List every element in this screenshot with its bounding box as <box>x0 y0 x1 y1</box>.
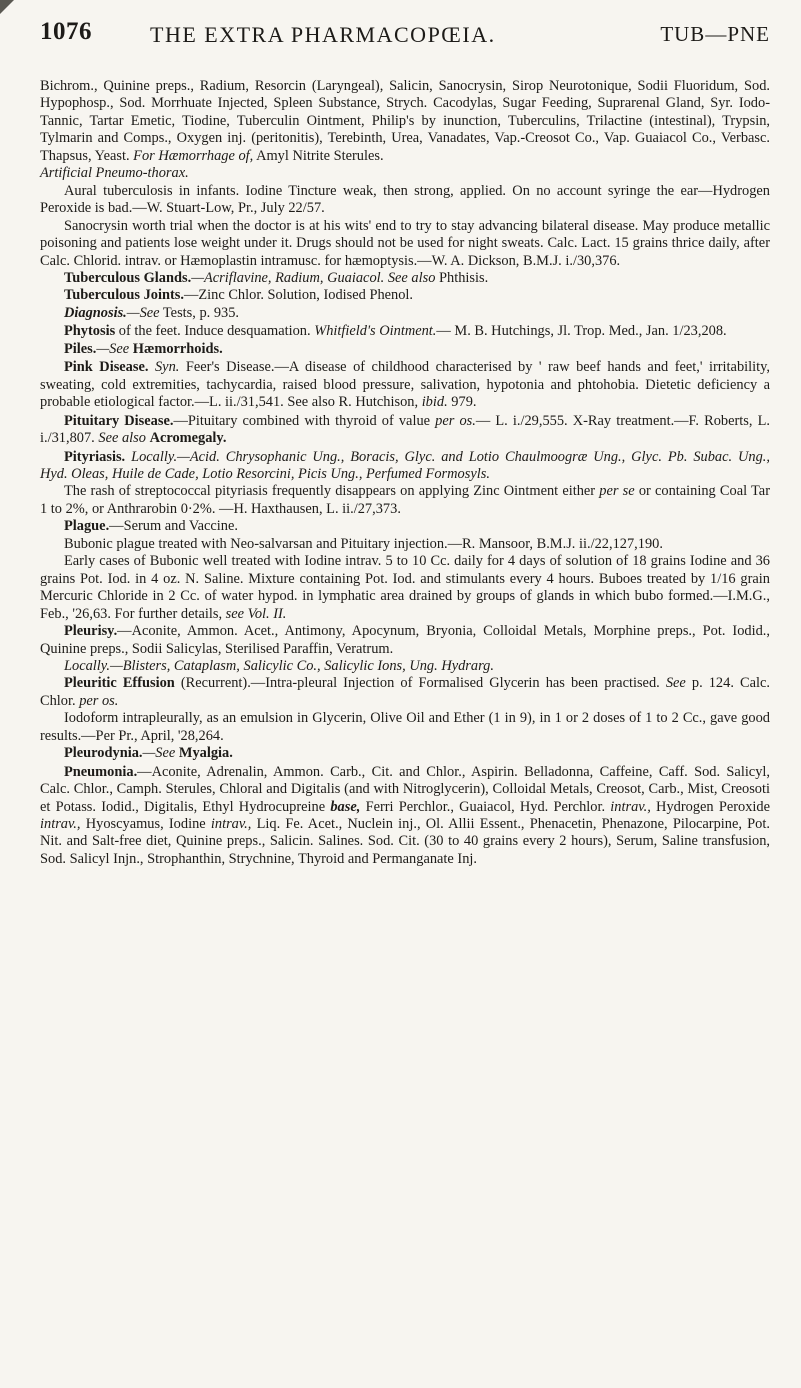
pink-text: Feer's Disease.—A disease of childhood characterised by ' raw beef hands and feet,' irritability, sweating, cold extremities, tachycardia, raised blood pressure, salivation, hypotonia and phtohobia. Dietetic deficiency a probable etiological factor.—L. ii./31,541. See also R. Hutchison, <box>40 359 770 411</box>
page-body <box>40 78 770 868</box>
page-header <box>40 18 770 62</box>
heading-tuberculous-joints: Tuberculous Joints. <box>64 287 184 304</box>
piles-ref: Hæmorrhoids. <box>132 340 223 357</box>
subheading-pneumothorax: Artificial Pneumo-thorax. <box>40 165 189 182</box>
entry-phytosis <box>40 323 770 340</box>
pituitary-see-also: See also <box>98 430 146 447</box>
pink-syn: Syn. <box>154 359 180 376</box>
for-label: For <box>133 147 155 164</box>
pink-ibid: ibid. <box>421 394 448 411</box>
entry-pityriasis <box>40 449 770 484</box>
page-number: 1076 <box>40 18 92 45</box>
pleuritic-see: See <box>665 675 686 692</box>
paragraph-rash <box>40 483 770 518</box>
pneumonia-e: Liq. Fe. Acet., Nuclein inj., Ol. Allii Essent., Phenacetin, Phenazone, Pilocarpine, Pot. Nit. and Salt-free diet, Quinine preps., Salicin. Salines. Sod. Cit. (30 to 40 grains every 2 hours), Serum, Saline transfusion, Sod. Salicyl Injn., Strophanthin, Strychnine, Thyroid and Permanganate Inj. <box>40 816 770 867</box>
entry-diagnosis <box>40 305 770 322</box>
plague-text: —Serum and Vaccine. <box>109 518 238 535</box>
paragraph-aural: Aural tuberculosis in infants. Iodine Tincture weak, then strong, applied. On no account syringe the ear—Hydrogen Peroxide is bad.—W. Stuart-Low, Pr., July 22/57. <box>40 182 770 217</box>
paragraph-bubonic: Bubonic plague treated with Neo-salvarsan and Pituitary injection.—R. Mansoor, B.M.J. ii./22,127,190. <box>64 535 663 552</box>
heading-pleurisy: Pleurisy. <box>64 623 118 640</box>
amyl-nitrite: Amyl Nitrite Sterules. <box>256 147 384 164</box>
entry-tuberculous-joints <box>40 287 770 304</box>
pneumonia-d: Hyoscyamus, Iodine <box>85 816 206 833</box>
entry-tuberculous-glands <box>40 270 770 287</box>
heading-pituitary: Pituitary Disease. <box>64 412 174 429</box>
early-text: Early cases of Bubonic well treated with Iodine intrav. 5 to 10 Cc. daily for 4 days of solution of 18 grains Iodine and 36 grains Pot. Iod. in 4 oz. N. Saline. Mixture containing Pot. Iod. and stimulants every 4 hours. Buboes treated by 1/16 grain Mercuric Chloride in 2 Cc. of water hypod. in lymphatic area drained by groups of glands in which bubo formed.—I.M.G., Feb., '26,63. For further details, <box>40 553 770 622</box>
pleurisy-text: —Aconite, Ammon. Acet., Antimony, Apocynum, Bryonia, Colloidal Metals, Morphine preps., Pot. Iodid., Quinine preps., Sodii Salicylas, Sterilised Paraffin, Veratrum. <box>40 623 770 657</box>
pleurodynia-see: —See <box>142 745 176 762</box>
entry-pleuritic-effusion <box>40 675 770 710</box>
paragraph-early-cases <box>40 553 770 623</box>
pituitary-per-os: per os. <box>435 412 476 429</box>
haemorrhage-ref: Hæmorrhage of, <box>158 147 254 164</box>
heading-phytosis: Phytosis <box>64 323 116 340</box>
glands-see-also: See also <box>387 269 436 286</box>
guide-words: TUB—PNE <box>660 22 770 46</box>
heading-pleurodynia: Pleurodynia. <box>64 745 143 762</box>
pneumonia-c: Hydrogen Peroxide <box>656 798 770 815</box>
pleuritic-text: (Recurrent).—Intra-pleural Injection of Formalised Glycerin has been practised. <box>180 675 660 692</box>
entry-pink-disease <box>40 359 770 411</box>
page-corner-mark <box>0 0 14 14</box>
pituitary-rest: — L. i./29,555. X-Ray treatment.—F. Roberts, L. i./31,807. <box>40 412 770 447</box>
glands-ref: Phthisis. <box>439 269 489 286</box>
heading-pityriasis: Pityriasis. <box>64 448 126 465</box>
phytosis-ref: — M. B. Hutchings, Jl. Trop. Med., Jan. 1/23,208. <box>436 323 727 340</box>
heading-diagnosis: Diagnosis. <box>64 304 127 321</box>
piles-see: —See <box>96 340 130 357</box>
entry-pleurisy-locally <box>40 658 770 675</box>
phytosis-ointment: Whitfield's Ointment. <box>314 323 437 340</box>
pityriasis-text: —Acid. Chrysophanic Ung., Boracis, Glyc. and Lotio Chaulmoogræ Ung., Glyc. Pb. Subac. Ung., Hyd. Oleas, Huile de Cade, Lotio Resorcini, Picis Ung., Perfumed Formosyls. <box>40 448 770 482</box>
entry-pneumonia <box>40 764 770 869</box>
heading-pleuritic-effusion: Pleuritic Effusion <box>64 675 175 692</box>
pleuritic-per-os: per os. <box>79 692 119 709</box>
entry-pleurodynia <box>40 745 770 762</box>
heading-pneumonia: Pneumonia. <box>64 763 138 780</box>
entry-pituitary <box>40 413 770 448</box>
pleurodynia-ref: Myalgia. <box>178 745 233 762</box>
pneumonia-intrav-3: intrav., <box>210 816 252 833</box>
pituitary-ref: Acromegaly. <box>149 430 227 447</box>
glands-drugs: —Acriflavine, Radium, Guaiacol. <box>191 269 385 286</box>
rash-per-se: per se <box>599 483 635 500</box>
pneumonia-base: base, <box>330 798 361 815</box>
pneumonia-a: —Aconite, Adrenalin, Ammon. Carb., Cit. and Chlor., Aspirin. Belladonna, Caffeine, Caff. Sod. Salicyl, Calc. Chlor., Camph. Sterules, Chloral and Digitalis (and with Nitroglycerin), Colloidal Metals, Creosot, Carb., Mist, Creosoti et Potass. Iodid., Digitalis, Ethyl Hydrocupreine <box>40 763 770 815</box>
tuberculosis-drug-list: Bichrom., Quinine preps., Radium, Resorcin (Laryngeal), Salicin, Sanocrysin, Sirop Neurotonique, Sodii Fluoridum, Sod. Hypophosp., Sod. Morrhuate Injected, Spleen Substance, Strych. Cacodylas, Sugar Feeding, Suprarenal Gland, Syr. Iodo-Tannic, Tartar Emetic, Tiodine, Tuberculin Ointment, Philip's by inunction, Tuberculins, Trilactine (intestinal), Trypsin, Tylmarin and Comps., Oxygen inj. (peritonitis), Terebinth, Urea, Vanadates, Vap.-Creosot Co., Vap. Guaiacol Co., Verbasc. Thapsus, Yeast. <box>40 78 770 164</box>
phytosis-text: of the feet. Induce desquamation. <box>118 323 311 340</box>
paragraph-iodoform: Iodoform intrapleurally, as an emulsion in Glycerin, Olive Oil and Ether (1 in 9), in 1 or 2 doses of 1 to 2 Cc., gave good results.—Per Pr., April, '28,264. <box>40 710 770 744</box>
locally-label: Locally. <box>64 657 110 674</box>
heading-plague: Plague. <box>64 518 110 535</box>
running-title: THE EXTRA PHARMACOPŒIA. <box>150 22 496 47</box>
rash-b: or containing Coal Tar 1 to 2%, or Anthrarobin 0·2%. —H. Haxthausen, L. ii./27,373. <box>40 483 770 517</box>
pneumonia-intrav-2: intrav., <box>40 816 81 833</box>
diagnosis-ref: Tests, p. 935. <box>162 304 240 321</box>
entry-piles <box>40 341 770 358</box>
paragraph-sanocrysin: Sanocrysin worth trial when the doctor is at his wits' end to try to stay advancing bilateral disease. May produce metallic poisoning and patients lose weight under it. Drugs should not be used for night sweats. Calc. Lact. 15 grains thrice daily, after Calc. Chlorid. intrav. or Hæmoplastin intramusc. for hæmoptysis.—W. A. Dickson, B.M.J. i./30,376. <box>40 217 770 269</box>
pneumonia-intrav-1: intrav., <box>610 798 651 815</box>
diagnosis-see: —See <box>126 304 160 321</box>
early-see: see Vol. II. <box>225 605 287 622</box>
pituitary-text: —Pituitary combined with thyroid of value <box>173 412 431 429</box>
pink-page: 979. <box>451 394 477 411</box>
heading-pink-disease: Pink Disease. <box>64 359 149 376</box>
pleuritic-page: p. 124. Calc. Chlor. <box>40 675 770 709</box>
entry-pleurisy <box>40 623 770 658</box>
pneumonia-b: Ferri Perchlor., Guaiacol, Hyd. Perchlor. <box>365 798 606 815</box>
heading-tuberculous-glands: Tuberculous Glands. <box>64 269 192 286</box>
pityriasis-locally: Locally. <box>131 448 178 465</box>
tuberculosis-continued <box>40 78 770 165</box>
locally-text: —Blisters, Cataplasm, Salicylic Co., Salicylic Ions, Ung. Hydrarg. <box>109 657 494 674</box>
entry-plague <box>40 518 770 535</box>
joints-text: —Zinc Chlor. Solution, Iodised Phenol. <box>183 287 414 304</box>
rash-a: The rash of streptococcal pityriasis frequently disappears on applying Zinc Ointment either <box>64 483 596 500</box>
heading-piles: Piles. <box>64 340 97 357</box>
